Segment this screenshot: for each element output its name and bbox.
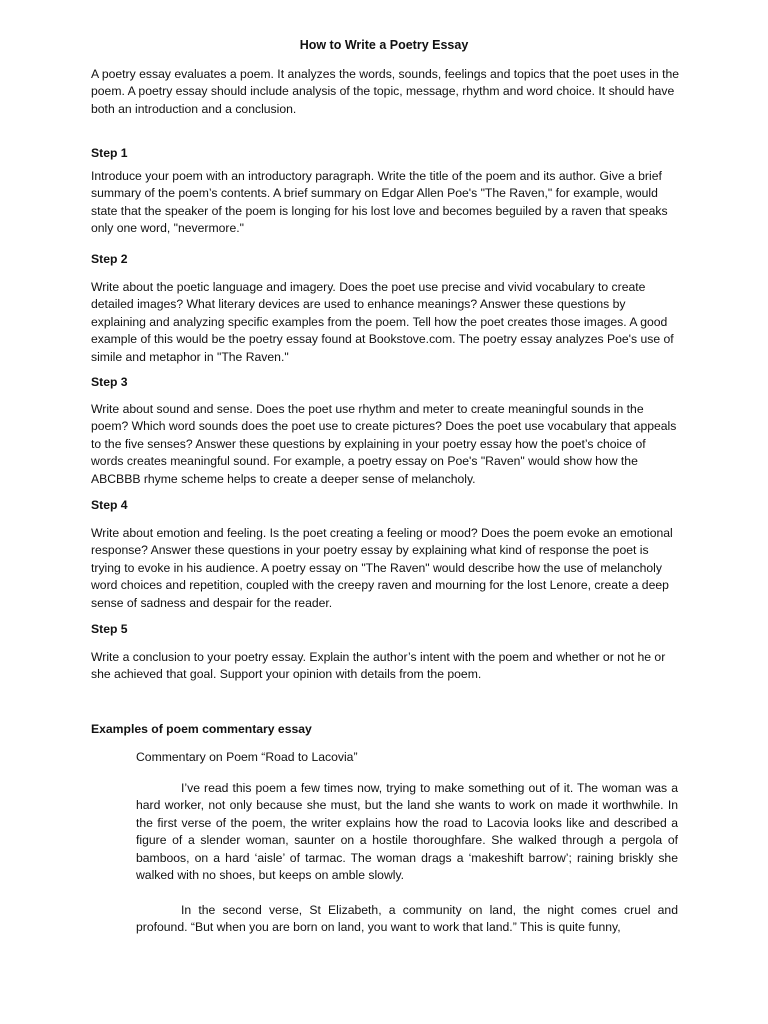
step-4-text: Write about emotion and feeling. Is the poet creating a feeling or mood? Does the poem evoke an emotional response? Answer these questions in your poetry essay by explaining what kind of response the poet is trying to evoke in his audience. A poetry essay on "The Raven" would describe how the use of melancholy word choices and repetition, coupled with the creepy raven and mourning for the lost Lenore, create a deep sense of sadness and despair for the reader.	[91, 526, 673, 610]
step-2-label: Step 2	[91, 252, 128, 266]
step-4-label: Step 4	[91, 498, 128, 512]
step-1-label: Step 1	[91, 146, 128, 160]
step-5-label: Step 5	[91, 622, 128, 636]
examples-heading: Examples of poem commentary essay	[91, 722, 312, 736]
step-1-text: Introduce your poem with an introductory paragraph. Write the title of the poem and its author. Give a brief summary of the poem’s contents. A brief summary on Edgar Allen Poe's "The Raven," for example, would state that the speaker of the poem is longing for his lost love and becomes beguiled by a raven that speaks only one word, "nevermore."	[91, 169, 668, 236]
step-3-text: Write about sound and sense. Does the poet use rhythm and meter to create meaningful sounds in the poem? Which word sounds does the poet use to create pictures? Does the poet use vocabulary that appeals to the five senses? Answer these questions by explaining in your poetry essay how the poet’s choice of words creates meaningful sound. For example, a poetry essay on Poe's "Raven" would show how the ABCBBB rhyme scheme helps to create a deeper sense of melancholy.	[91, 402, 677, 486]
commentary-title: Commentary on Poem “Road to Lacovia”	[136, 750, 358, 764]
commentary-paragraph: I’ve read this poem a few times now, trying to make something out of it. The woman was a hard worker, not only because she must, but the land she wants to work on made it worthwhile. In the first verse of the poem, the writer explains how the road to Lacovia looks like and described a figure of a slender woman, saunter on a hostile thoroughfare. She walked through a pergola of bamboos, on a hard ‘aisle’ of tarmac. The woman drags a ‘makeshift barrow’; raining briskly she walked with no shoes, but keeps on amble slowly.	[136, 781, 678, 883]
step-5-text: Write a conclusion to your poetry essay. Explain the author’s intent with the poem and whether or not he or she achieved that goal. Support your opinion with details from the poem.	[91, 650, 666, 682]
step-3-label: Step 3	[91, 375, 128, 389]
document-title: How to Write a Poetry Essay	[299, 38, 469, 52]
step-2-text: Write about the poetic language and imagery. Does the poet use precise and vivid vocabulary to create detailed images? What literary devices are used to enhance meanings? Answer these questions by explaining and analyzing specific examples from the poem. Tell how the poet creates those images. A good example of this would be the poetry essay found at Bookstove.com. The poetry essay analyzes Poe's use of simile and metaphor in "The Raven."	[91, 280, 674, 364]
intro-paragraph: A poetry essay evaluates a poem. It analyzes the words, sounds, feelings and topics that the poet uses in the poem. A poetry essay should include analysis of the topic, message, rhythm and word choice. It should have both an introduction and a conclusion.	[91, 67, 680, 116]
commentary-paragraph: In the second verse, St Elizabeth, a community on land, the night comes cruel and profound. “But when you are born on land, you want to work that land.” This is quite funny,	[136, 903, 678, 935]
